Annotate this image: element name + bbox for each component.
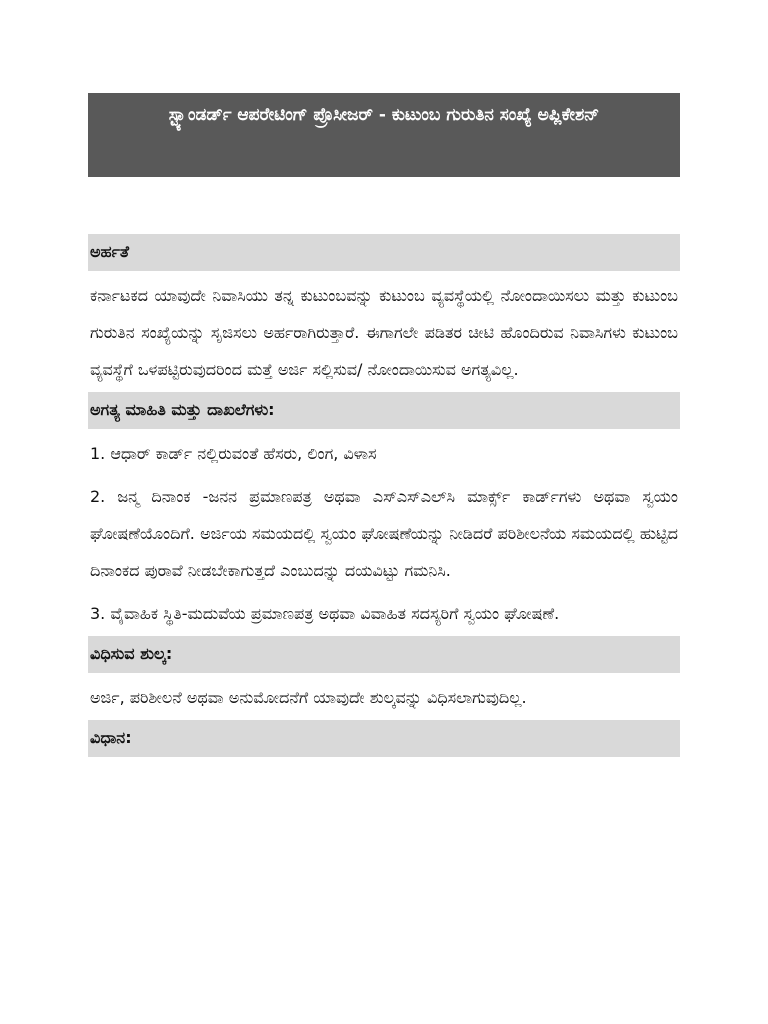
section-heading-fees: ವಿಧಿಸುವ ಶುಲ್ಕ:: [88, 636, 680, 673]
fees-text: ಅರ್ಜಿ, ಪರಿಶೀಲನೆ ಅಥವಾ ಅನುಮೋದನೆಗೆ ಯಾವುದೇ ಶುಲ್ಕವನ್ನು ವಿಧಿಸಲಾಗುವುದಿಲ್ಲ.: [90, 688, 527, 707]
document-item-2: 2. ಜನ್ಮ ದಿನಾಂಕ -ಜನನ ಪ್ರಮಾಣಪತ್ರ ಅಥವಾ ಎಸ್‌ಎಸ್‌ಎಲ್‌ಸಿ ಮಾರ್ಕ್ಸ್ ಕಾರ್ಡ್‌ಗಳು ಅಥವಾ ಸ್ವಯಂ ಘೋಷಣೆಯೊಂದಿಗೆ. ಅರ್ಜಿಯ ಸಮಯದಲ್ಲಿ ಸ್ವಯಂ ಘೋಷಣೆಯನ್ನು ನೀಡಿದರೆ ಪರಿಶೀಲನೆಯ ಸಮಯದಲ್ಲಿ ಹುಟ್ಟಿದ ದಿನಾಂಕದ ಪುರಾವೆ ನೀಡಬೇಕಾಗುತ್ತದೆ ಎಂಬುದನ್ನು ದಯವಿಟ್ಟು ಗಮನಿಸಿ.: [90, 487, 678, 580]
title-spacer: [88, 177, 680, 234]
section-heading-eligibility: ಅರ್ಹತೆ: [88, 234, 680, 271]
document-page: [88, 93, 680, 757]
document-item-1: 1. ಆಧಾರ್ ಕಾರ್ಡ್ ನಲ್ಲಿರುವಂತೆ ಹೆಸರು, ಲಿಂಗ, ವಿಳಾಸ: [90, 444, 377, 463]
section-heading-procedure: ವಿಧಾನ:: [88, 720, 680, 757]
document-title: ಸ್ಟ್ಯಾಂಡರ್ಡ್ ಆಪರೇಟಿಂಗ್ ಪ್ರೊಸೀಜರ್ - ಕುಟುಂಬ ಗುರುತಿನ ಸಂಖ್ಯೆ ಅಪ್ಲಿಕೇಶನ್: [88, 93, 680, 177]
document-item-3: 3. ವೈವಾಹಿಕ ಸ್ಥಿತಿ-ಮದುವೆಯ ಪ್ರಮಾಣಪತ್ರ ಅಥವಾ ವಿವಾಹಿತ ಸದಸ್ಯರಿಗೆ ಸ್ವಯಂ ಘೋಷಣೆ.: [90, 604, 560, 623]
section-heading-documents: ಅಗತ್ಯ ಮಾಹಿತಿ ಮತ್ತು ದಾಖಲೆಗಳು:: [88, 392, 680, 429]
eligibility-text: ಕರ್ನಾಟಕದ ಯಾವುದೇ ನಿವಾಸಿಯು ತನ್ನ ಕುಟುಂಬವನ್ನು ಕುಟುಂಬ ವ್ಯವಸ್ಥೆಯಲ್ಲಿ ನೋಂದಾಯಿಸಲು ಮತ್ತು ಕುಟುಂಬ ಗುರುತಿನ ಸಂಖ್ಯೆಯನ್ನು ಸೃಜಿಸಲು ಅರ್ಹರಾಗಿರುತ್ತಾರೆ. ಈಗಾಗಲೇ ಪಡಿತರ ಚೀಟಿ ಹೊಂದಿರುವ ನಿವಾಸಿಗಳು ಕುಟುಂಬ ವ್ಯವಸ್ಥೆಗೆ ಒಳಪಟ್ಟಿರುವುದರಿಂದ ಮತ್ತೆ ಅರ್ಜಿ ಸಲ್ಲಿಸುವ/ ನೋಂದಾಯಿಸುವ ಅಗತ್ಯವಿಲ್ಲ.: [90, 286, 678, 379]
